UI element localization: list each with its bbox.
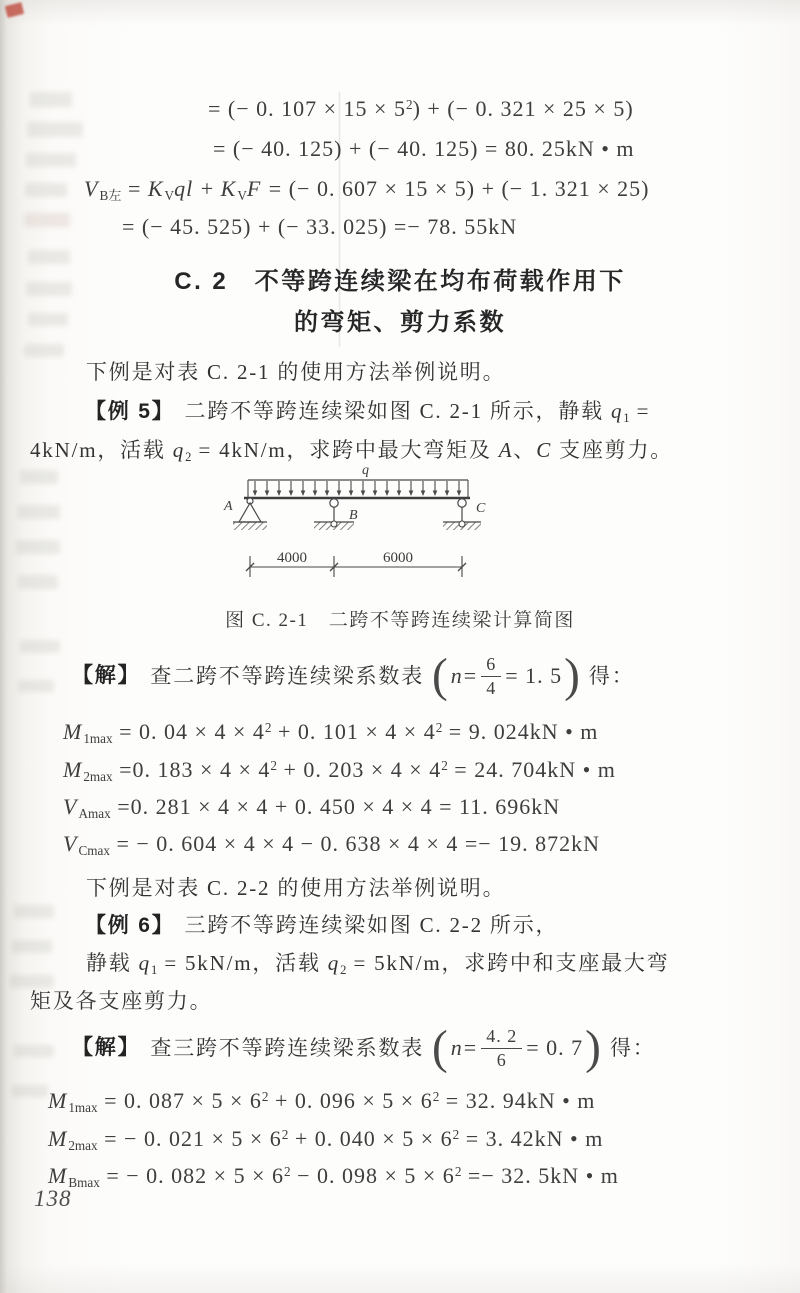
equation-top-4: = (− 45. 525) + (− 33. 025) =− 78. 55kN [122,214,518,239]
support-a-label: A [224,499,233,514]
load-label: q [362,464,369,478]
intro-paragraph-1: 下例是对表 C. 2-1 的使用方法举例说明。 [86,360,506,384]
figure-caption: 图 C. 2-1 二跨不等跨连续梁计算简图 [225,610,575,631]
equation-top-1: = (− 0. $107 \times 15 \times 5^2$) + (− 0. 321 × 25 × 5) [208,96,634,121]
solution6-line: 【解】 查三跨不等跨连续梁系数表 ( n = $\frac{4. 2}{6}$ = 0. 7 ) 得： [72,1022,656,1074]
solution6-label: 【解】 [72,1035,141,1059]
example6-line2: 静载 $q_1 = 5kN/m$，活载 $q_2 = 5kN/m$，求跨中和支座最大弯 [86,951,670,977]
solution5-equation-1: $M_{1max} = 0$. $04 \times 4 \times 4^2 + 0$. $101 \times 4 \times 4^2 = 9$. 024kN • m [63,719,599,746]
support-c-label: C [476,501,486,516]
beam-diagram-figure [222,464,512,603]
solution5-equation-2: $M_{2max} =0$. $183 \times 4 \times 4^2 + 0$. $203 \times 4 \times 4^2 = 24$. 704kN • m [63,757,616,784]
solution6-equation-2: $M_{2max}$ = − 0. $021 \times 5 \times 6^2 + 0$. $040 \times 5 \times 6^2 = 3$. 42kN • m [48,1126,604,1153]
example6-line1: 【例 6】 三跨不等跨连续梁如图 C. 2-2 所示， [85,913,559,937]
example6-label: 【例 6】 [85,914,175,937]
example5-label: 【例 5】 [85,400,175,423]
page-number: 138 [34,1186,72,1211]
solution5-equation-4: $V_{Cmax}$ = − 0. 604 × 4 × 4 − 0. 638 × 4 × 4 =− 19. 872kN [63,831,601,858]
solution6-equation-3: $M_{Bmax}$ = − 0. $082 \times 5 \times 6^2 - 0$. $098 \times 5 \times 6^2 =- 32$. 5kN • m [48,1163,619,1190]
equation-top-2: = (− 40. 125) + (− 40. 125) = 80. 25kN • m [213,136,635,161]
section-heading-line2: 的弯矩、剪力系数 [294,309,506,336]
example6-line3: 矩及各支座剪力。 [30,989,213,1013]
solution5-equation-3: $V_{Amax} =0$. 281 × 4 × 4 + 0. 450 × 4 × 4 = 11. 696kN [63,794,561,821]
support-b-label: B [349,508,358,523]
support-pin-a [233,498,267,530]
dimension-right-value: 6000 [383,550,413,566]
intro-paragraph-2: 下例是对表 C. 2-2 的使用方法举例说明。 [86,876,506,900]
solution5-label: 【解】 [72,663,141,687]
example5-line1: 【例 5】 二跨不等跨连续梁如图 C. 2-1 所示，静载 $q_1$ = [85,399,651,425]
section-heading-line1: C. 2 不等跨连续梁在均布荷载作用下 [174,268,626,295]
dimension-line [246,550,466,577]
distributed-load-arrows [248,480,468,498]
solution6-equation-1: $M_{1max} = 0$. $087 \times 5 \times 6^2 + 0$. $096 \times 5 \times 6^2 = 32$. 94kN • m [48,1088,596,1115]
support-roller-b [314,499,354,530]
equation-top-3: $V_{B左} = K_Vql + K_VF$ = (− 0. 607 × 15 × 5) + (− 1. 321 × 25) [84,176,650,203]
red-ink-mark [5,2,24,18]
solution5-line: 【解】 查二跨不等跨连续梁系数表 ( n = $\frac{6}{4}$ = 1. 5 ) 得： [72,650,635,702]
dimension-left-value: 4000 [277,550,307,566]
example5-line2: 4kN/m，活载 $q_2 = 4kN/m$，求跨中最大弯矩及 A、C 支座剪力。 [30,438,674,464]
